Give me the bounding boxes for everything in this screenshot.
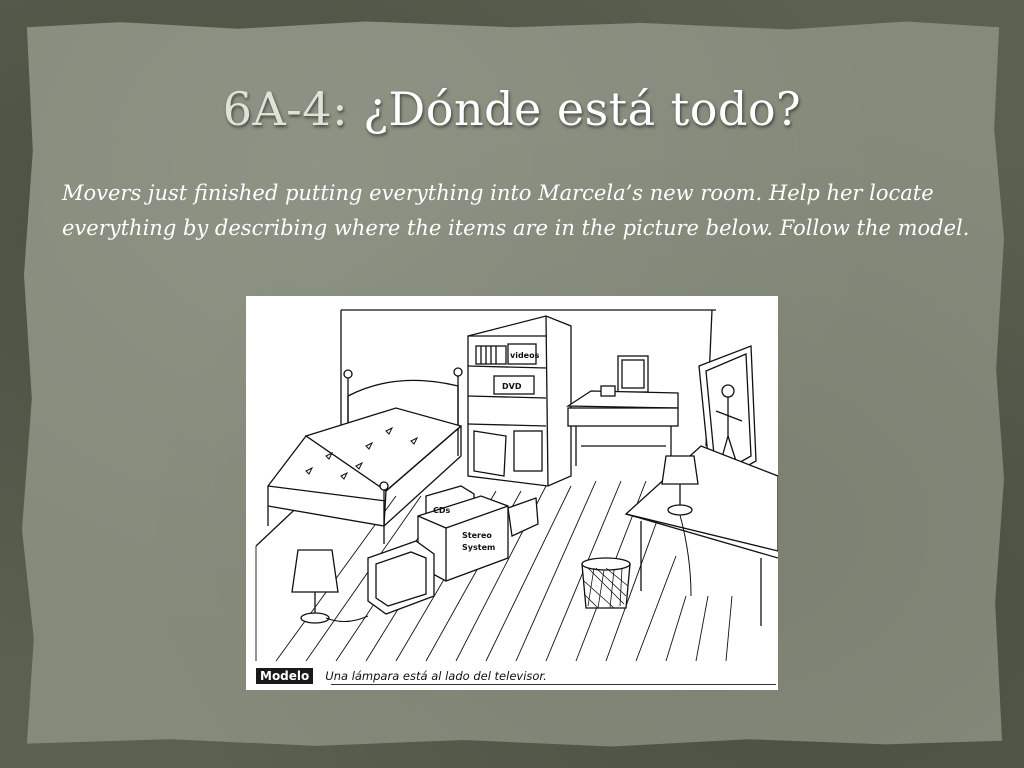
table-lamp-left [292,550,368,623]
title-text: ¿Dónde está todo? [363,82,802,136]
system-label: System [462,543,496,552]
instructions-text: Movers just finished putting everything into Marcela’s new room. Help her locate everything by describing where the items are in the picture below. Follow the model. [62,181,970,240]
bookcase [468,316,571,486]
title-code: 6A-4: [222,82,349,136]
dvd-label: DVD [502,382,522,391]
stereo-label: Stereo [462,531,492,540]
cds-label: CDs [433,506,451,515]
modelo-sentence: Una lámpara está al lado del televisor. [325,669,547,683]
bedroom-sketch [246,296,778,690]
bedroom-illustration [246,296,778,690]
slide-title [0,82,1024,136]
desk [568,356,678,471]
model-caption [256,666,776,686]
side-table [626,446,778,626]
caption-underline [331,684,776,685]
videos-label: videos [510,351,540,360]
television [368,541,434,614]
moving-boxes [418,486,538,581]
wastebasket [582,558,630,608]
modelo-label: Modelo [256,668,313,684]
